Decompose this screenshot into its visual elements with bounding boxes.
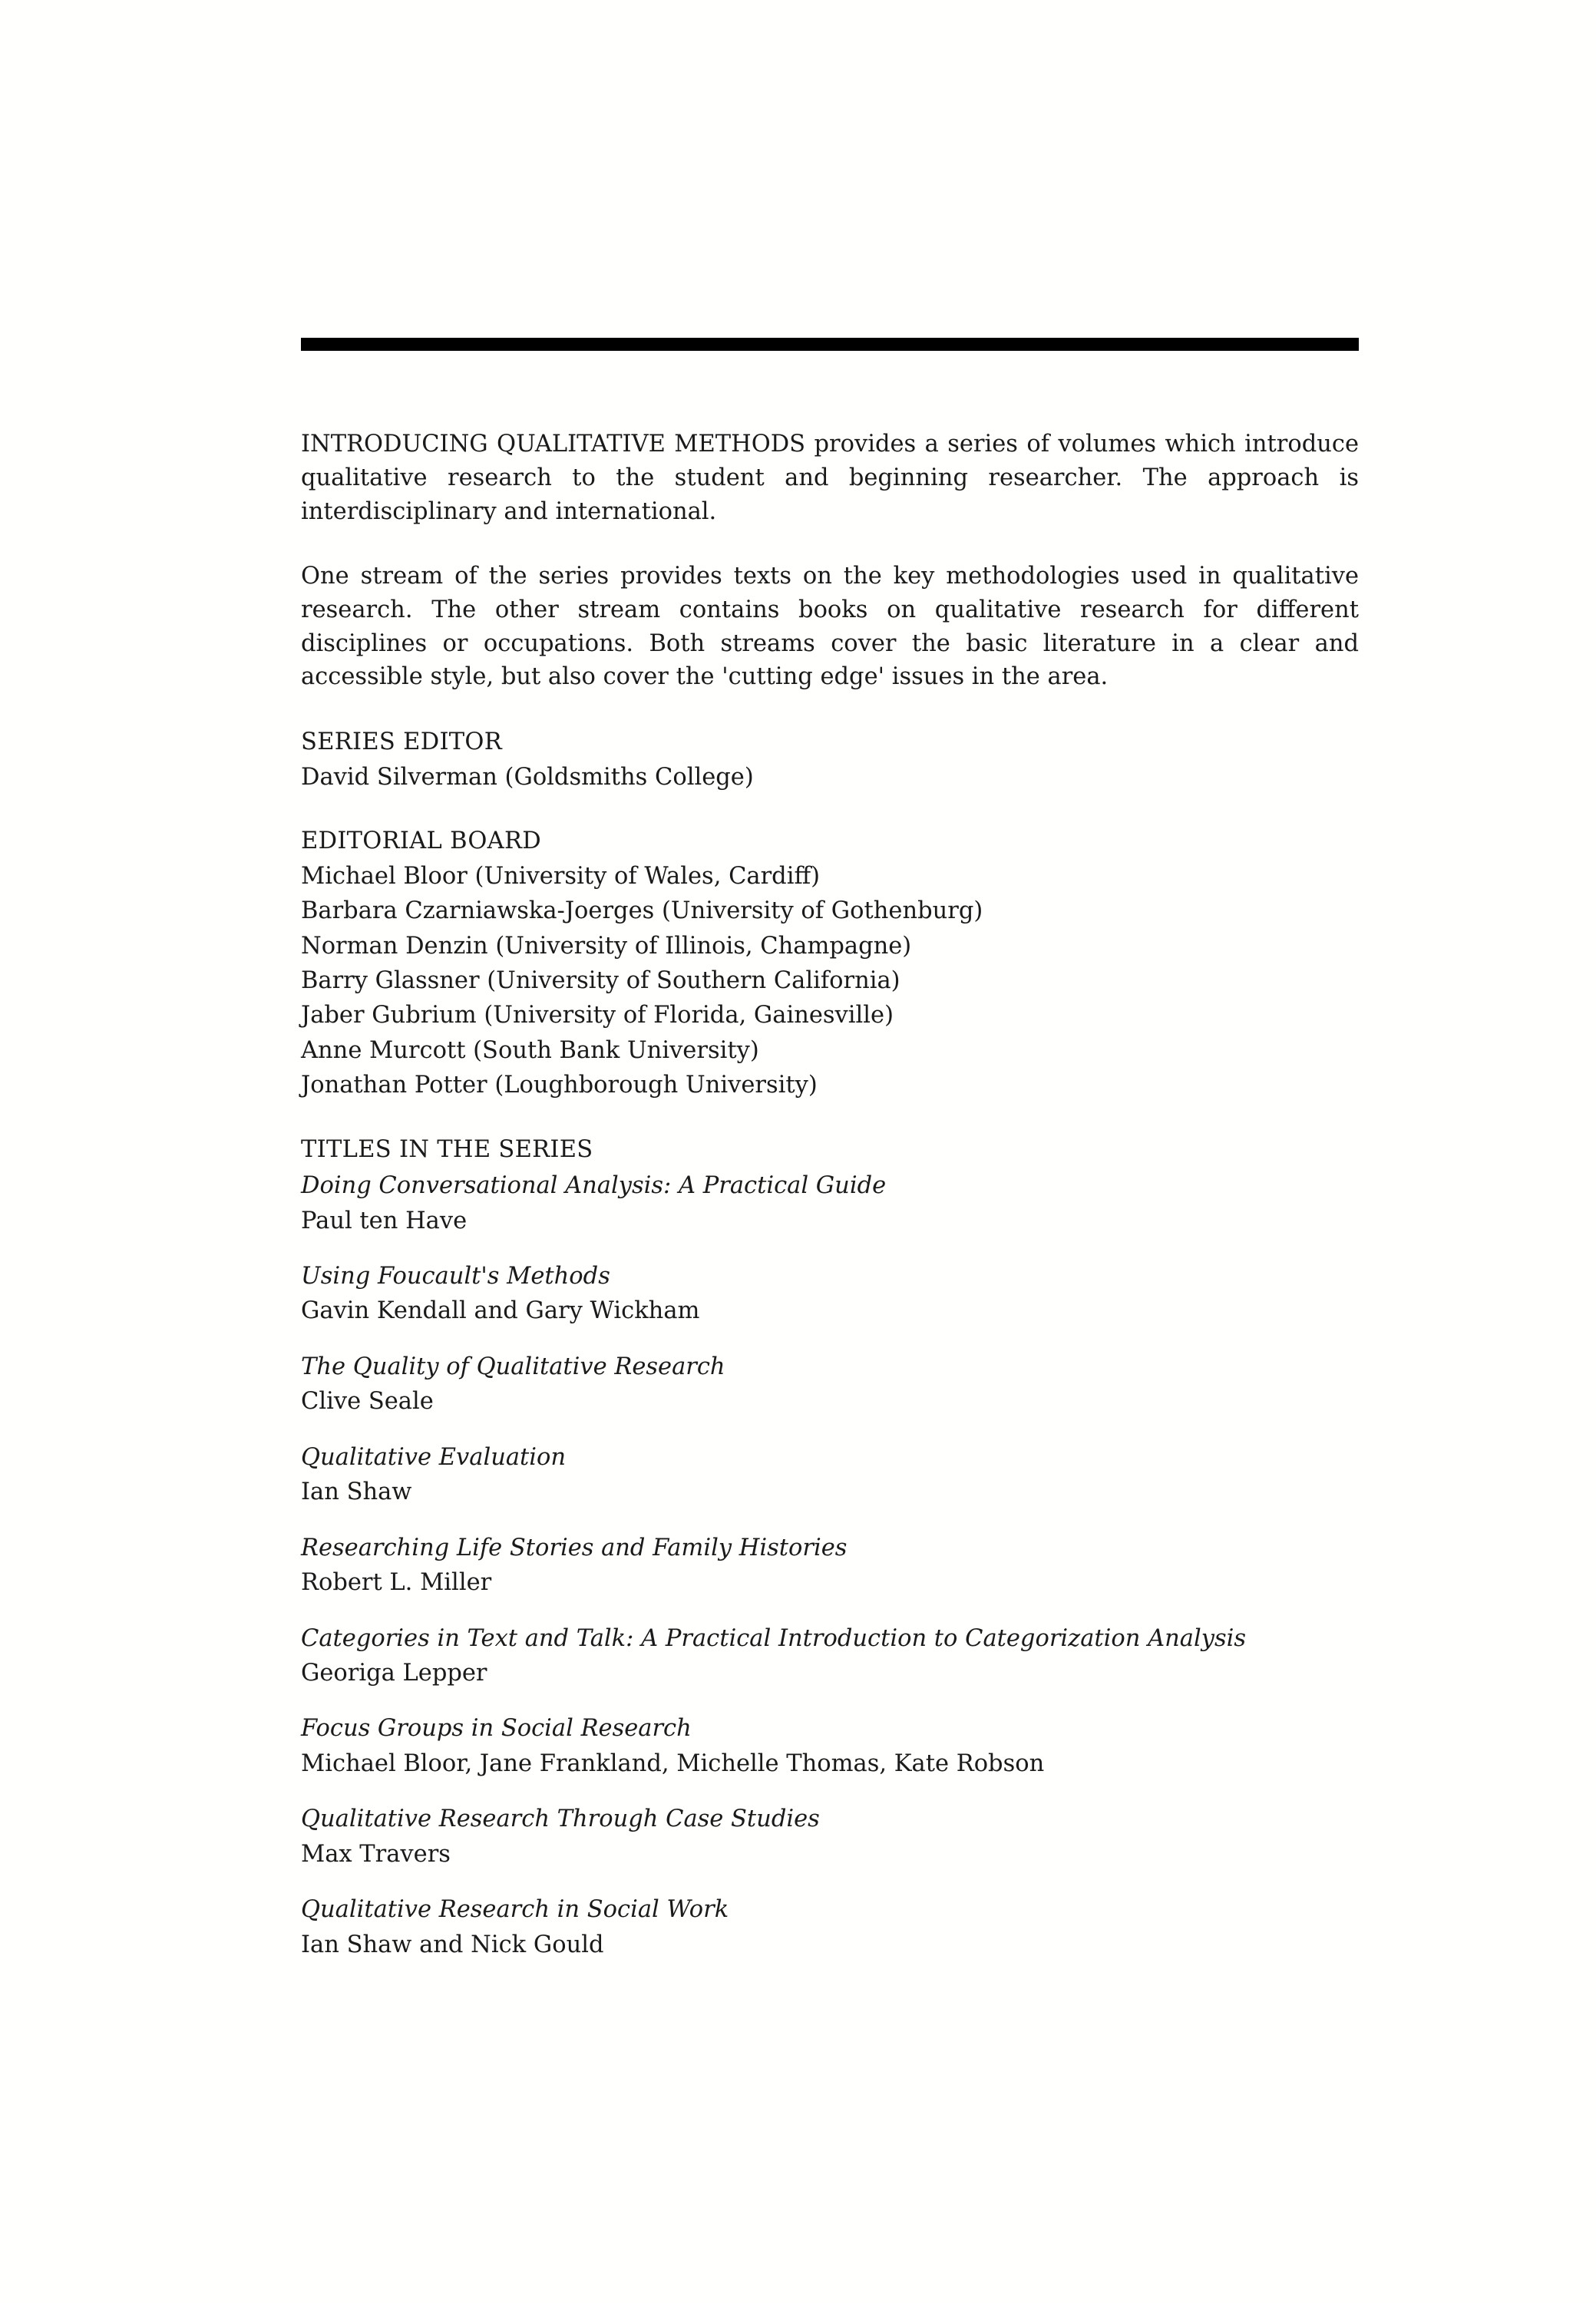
editorial-board-member: Anne Murcott (South Bank University) (301, 1036, 759, 1064)
series-title-entry (301, 1440, 1359, 1510)
series-editor-heading: SERIES EDITOR (301, 729, 503, 756)
series-editor-block (301, 725, 1359, 795)
series-title-entry (301, 1259, 1359, 1329)
series-editor-name: David Silverman (Goldsmiths College) (301, 763, 754, 791)
series-authors: Michael Bloor, Jane Frankland, Michelle Thomas, Kate Robson (301, 1750, 1045, 1777)
intro-paragraph-2: One stream of the series provides texts on the key methodologies used in qualitative research. The other stream contains books on qualitative research for different disciplines or occupations. Both streams cover the basic literature in a clear and accessible style, but also cover the 'cutting edge' issues in the area. (301, 562, 1359, 691)
series-title: Using Foucault's Methods (301, 1263, 610, 1290)
series-title: Qualitative Research in Social Work (301, 1896, 729, 1924)
series-authors: Paul ten Have (301, 1207, 468, 1234)
series-title-entry (301, 1621, 1359, 1691)
series-title: Focus Groups in Social Research (301, 1715, 692, 1743)
series-title: The Quality of Qualitative Research (301, 1353, 725, 1380)
series-title-entry (301, 1168, 1359, 1238)
titles-in-series-block (301, 1132, 1359, 1962)
series-title-entry (301, 1350, 1359, 1419)
intro-paragraph-1: INTRODUCING QUALITATIVE METHODS provides a series of volumes which introduce qualitative research to the student and beginning researcher. The approach is interdisciplinary and international. (301, 431, 1359, 525)
editorial-board-member: Jonathan Potter (Loughborough University) (301, 1072, 818, 1099)
series-authors: Gavin Kendall and Gary Wickham (301, 1297, 700, 1325)
editorial-board-member: Michael Bloor (University of Wales, Cardiff) (301, 862, 821, 890)
series-authors: Ian Shaw (301, 1479, 412, 1506)
page-content (301, 338, 1359, 1983)
series-title: Qualitative Research Through Case Studies (301, 1806, 820, 1833)
series-title: Categories in Text and Talk: A Practical Introduction to Categorization Analysis (301, 1624, 1247, 1652)
series-authors: Ian Shaw and Nick Gould (301, 1931, 604, 1958)
titles-in-series-heading: TITLES IN THE SERIES (301, 1135, 593, 1163)
series-authors: Clive Seale (301, 1388, 434, 1416)
editorial-board-block (301, 824, 1359, 1103)
editorial-board-member: Norman Denzin (University of Illinois, Champagne) (301, 932, 912, 960)
series-title-entry (301, 1802, 1359, 1872)
header-rule (301, 338, 1359, 351)
editorial-board-heading: EDITORIAL BOARD (301, 828, 542, 855)
series-authors: Georiga Lepper (301, 1659, 487, 1687)
editorial-board-member: Jaber Gubrium (University of Florida, Gainesville) (301, 1002, 894, 1029)
editorial-board-member: Barry Glassner (University of Southern California) (301, 966, 900, 994)
series-authors: Robert L. Miller (301, 1569, 492, 1597)
series-title-entry (301, 1711, 1359, 1781)
series-authors: Max Travers (301, 1840, 451, 1868)
series-title: Qualitative Evaluation (301, 1443, 567, 1471)
series-title-entry (301, 1892, 1359, 1962)
series-title: Doing Conversational Analysis: A Practical Guide (301, 1172, 887, 1200)
editorial-board-member: Barbara Czarniawska-Joerges (University of Gothenburg) (301, 897, 983, 925)
series-title-entry (301, 1531, 1359, 1601)
series-title: Researching Life Stories and Family Histories (301, 1534, 848, 1561)
